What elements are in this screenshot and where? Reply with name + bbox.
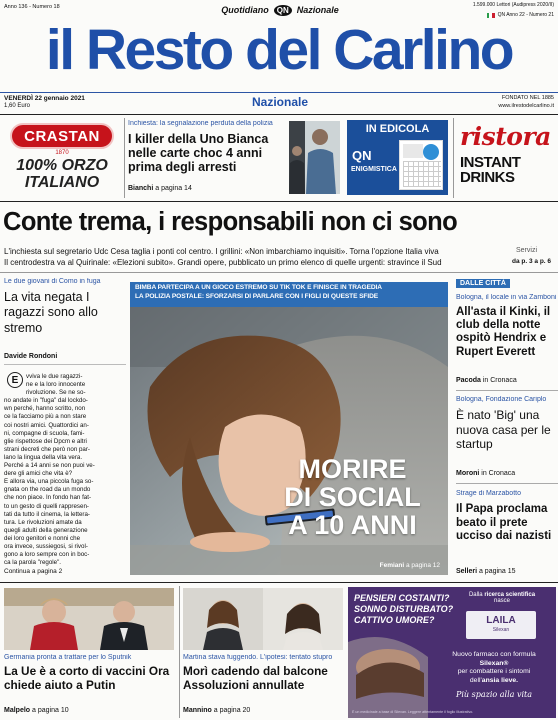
dropcap-letter: E bbox=[11, 374, 19, 386]
crastan-line2: ITALIANO bbox=[24, 174, 100, 191]
supplement-left: Quotidiano bbox=[221, 5, 269, 15]
masthead-rule bbox=[0, 92, 558, 93]
ad-question-1: PENSIERI COSTANTI? bbox=[354, 593, 450, 603]
bottom-left-kicker: Germania pronta a trattare per lo Sputnik bbox=[4, 654, 132, 661]
ad-copy bbox=[432, 651, 556, 685]
enigmistica-sub: ENIGMISTICA bbox=[351, 166, 397, 173]
masthead-bottom-rule bbox=[0, 114, 558, 115]
main-photo[interactable] bbox=[130, 307, 448, 575]
supplement-right: Nazionale bbox=[296, 5, 339, 15]
divider bbox=[453, 118, 454, 198]
founded-label: FONDATO NEL 1885 bbox=[501, 95, 554, 101]
editorial-line: glie rispettose dei Dpcm e altri bbox=[4, 437, 87, 445]
readers-count: 1.599.000 Lettori (Audipress 2020/II) bbox=[472, 2, 554, 8]
editorial-line: quegli adulti della generazione bbox=[4, 526, 88, 534]
merkel-putin-photo bbox=[4, 588, 174, 650]
editorial-line: che non piace. In fondo han fat- bbox=[4, 494, 92, 502]
crastan-logo bbox=[10, 123, 114, 149]
ristora-brand: ristora bbox=[460, 122, 551, 151]
main-headline-line1: MORIRE bbox=[298, 454, 407, 484]
editorial-line: E allora via, una piccola fuga so- bbox=[4, 478, 94, 486]
city-byline-1 bbox=[456, 377, 517, 384]
crastan-line1: 100% ORZO bbox=[16, 157, 108, 174]
editorial-line: tura. Le rivoluzioni amate da bbox=[4, 518, 82, 526]
bottom-left-headline[interactable]: La Ue è a corto di vaccini Ora chiede aiuto a Putin bbox=[4, 664, 170, 692]
lead-summary-line1: L'inchiesta sul segretario Udc Cesa taglia i ponti col centro. I grillini: «Non imbarchiamo inquisiti». Torna l'opzione Italia viva bbox=[4, 247, 439, 256]
editorial-line: rivoluzione. Se ne so- bbox=[26, 389, 86, 397]
credit-page: a pagina 12 bbox=[406, 562, 440, 569]
bottom-middle-byline bbox=[183, 707, 250, 714]
cities-header: DALLE CITTÀ bbox=[456, 279, 510, 288]
city-headline-2[interactable]: È nato 'Big' una nuova casa per le startup bbox=[456, 408, 551, 452]
enigmistica-qn: QN bbox=[352, 148, 372, 163]
editorial-line: dei loro genitori e nonni che bbox=[4, 534, 81, 542]
city-rule-1 bbox=[456, 390, 558, 391]
city-headline-1[interactable]: All'asta il Kinki, il club della notte ospitò Hendrix e Rupert Everett bbox=[456, 306, 551, 358]
ad-line1: Nuovo farmaco con formula bbox=[452, 651, 536, 658]
laila-brand: LAILA bbox=[486, 615, 516, 626]
laila-box bbox=[466, 611, 536, 639]
edition-label: Nazionale bbox=[251, 95, 308, 109]
city-rule-2 bbox=[456, 483, 558, 484]
lead-side-word: Servizi bbox=[516, 247, 538, 254]
editorial-line: ne e la loro innocente bbox=[26, 381, 86, 389]
editorial-line: ce la facciamo più a non stare bbox=[4, 413, 87, 421]
ad-question-2: SONNO DISTURBATO? bbox=[354, 604, 454, 614]
date-line: VENERDÌ 22 gennaio 2021 bbox=[4, 95, 85, 102]
main-headline-line2: DI SOCIAL bbox=[284, 482, 421, 512]
divider bbox=[124, 118, 125, 198]
enigmistica-ad[interactable] bbox=[347, 120, 448, 195]
lead-side-pages: da p. 3 a p. 6 bbox=[512, 258, 552, 265]
enigmistica-cover bbox=[399, 140, 443, 190]
website-link[interactable]: www.ilrestodelcarlino.it bbox=[498, 103, 554, 109]
city-kicker-2: Bologna, Fondazione Cariplo bbox=[456, 396, 547, 403]
editorial-line: ni, compagne di scuola, fami- bbox=[4, 429, 85, 437]
ad-line3: per combattere i sintomi bbox=[457, 668, 531, 675]
ad-line4: dell'ansia lieve. bbox=[469, 676, 519, 684]
ad-script: Più spazio alla vita bbox=[455, 690, 533, 699]
research-bold: ricerca scientifica bbox=[484, 592, 536, 598]
ristora-sub: INSTANT DRINKS bbox=[460, 154, 521, 186]
crastan-ad[interactable] bbox=[4, 119, 120, 195]
banner-line2: LA POLIZIA POSTALE: SFORZARSI DI PARLARE CON I FIGLI DI QUESTE SFIDE bbox=[135, 293, 379, 300]
ad-fineprint: È un medicinale a base di Silexan. Leggere attentamente il foglio illustrativo. bbox=[352, 710, 474, 714]
qn-logo: QN bbox=[274, 5, 292, 16]
editorial-line: ora invece, sussiegosi, si rivol- bbox=[4, 542, 88, 550]
top-section-rule bbox=[0, 201, 558, 202]
laila-sub: Silexan bbox=[492, 627, 510, 633]
price: 1,60 Euro bbox=[4, 103, 31, 109]
editorial-line: dere gli amici che vita è? bbox=[4, 470, 73, 478]
top-story-author: Bianchi bbox=[128, 185, 154, 192]
bottom-middle-author: Mannino bbox=[183, 707, 212, 714]
main-photo-headline bbox=[260, 455, 445, 539]
top-story-byline bbox=[128, 185, 192, 192]
research-suffix: nasce bbox=[493, 598, 510, 604]
ad-research bbox=[448, 592, 556, 604]
editorial-continue[interactable]: Continua a pagina 2 bbox=[4, 568, 63, 575]
lead-summary-line2: Il centrodestra va al Quirinale: «Elezioni subito». Grandi opere, pubblicato un primo elenco di quelle urgenti: stravince il Sud bbox=[4, 258, 442, 267]
main-headline-line3: A 10 ANNI bbox=[288, 510, 417, 540]
city-kicker-3: Strage di Marzabotto bbox=[456, 490, 521, 497]
bottom-left-author: Malpelo bbox=[4, 707, 31, 714]
research-prefix: Dalla bbox=[468, 592, 483, 598]
qn-issue-text: QN Anno 22 - Numero 21 bbox=[497, 12, 554, 18]
editorial-rule bbox=[4, 364, 126, 365]
editorial-line: gono a loro sempre con in boc- bbox=[4, 551, 90, 559]
editorial-line: tati da tutto il cinema, la lettera- bbox=[4, 510, 90, 518]
main-photo-credit bbox=[380, 562, 440, 569]
editorial-line: strani decreti che però non par- bbox=[4, 445, 90, 453]
editorial-line: no andate in "fuga" dal lockdo- bbox=[4, 397, 88, 405]
city-page-1: in Cronaca bbox=[482, 377, 517, 384]
lead-headline[interactable]: Conte trema, i responsabili non ci sono bbox=[3, 208, 458, 236]
issue-number-left: Anno 136 - Numero 18 bbox=[4, 4, 60, 10]
editorial-line: to un gesto di quelli rappresen- bbox=[4, 502, 89, 510]
editorial-line: coi nostri amici. Quattordici an- bbox=[4, 421, 89, 429]
editorial-line: wn perché, hanno scritto, non bbox=[4, 405, 86, 413]
martina-photo bbox=[183, 588, 343, 650]
bottom-middle-headline[interactable]: Morì cadendo dal balcone Assoluzioni annullate bbox=[183, 664, 328, 692]
editorial-line: gnata on the road da un mondo bbox=[4, 486, 91, 494]
city-page-2: in Cronaca bbox=[481, 470, 516, 477]
city-page-3: a pagina 15 bbox=[478, 568, 516, 575]
top-story-photo bbox=[289, 121, 340, 194]
crastan-year: 1870 bbox=[55, 150, 69, 156]
lead-rule bbox=[0, 272, 558, 273]
editorial-line: vviva le due ragazzi- bbox=[26, 373, 83, 380]
bottom-middle-kicker: Martina stava fuggendo. L'ipotesi: tentato stupro bbox=[183, 654, 333, 661]
city-byline-3 bbox=[456, 568, 516, 575]
editorial-line: lano la lingua della vita vera. bbox=[4, 453, 83, 461]
city-author-2: Moroni bbox=[456, 470, 480, 477]
top-story-kicker: Inchiesta: la segnalazione perduta della polizia bbox=[128, 120, 273, 127]
city-author-1: Pacoda bbox=[456, 377, 481, 384]
editorial-line: Perché a 14 anni se non puoi ve- bbox=[4, 462, 95, 470]
banner-line1: BIMBA PARTECIPA A UN GIOCO ESTREMO SU TIK TOK E FINISCE IN TRAGEDIA bbox=[135, 284, 382, 291]
newspaper-title: il Resto del Carlino bbox=[45, 18, 513, 82]
divider bbox=[179, 586, 180, 718]
ristora-ad[interactable] bbox=[456, 120, 556, 195]
editorial-headline[interactable]: La vita negata I ragazzi sono allo stremo bbox=[4, 290, 98, 335]
ad-line2: Silexan® bbox=[479, 659, 509, 667]
editorial-author: Davide Rondoni bbox=[4, 353, 58, 360]
bottom-left-byline bbox=[4, 707, 69, 714]
top-story-page: a pagina 14 bbox=[155, 185, 192, 192]
crastan-brand: CRASTAN bbox=[24, 127, 100, 145]
main-photo-banner bbox=[130, 282, 448, 307]
editorial-body bbox=[4, 373, 126, 567]
editorial-kicker: Le due giovani di Como in fuga bbox=[4, 278, 101, 285]
city-kicker-1: Bologna, il locale in via Zamboni bbox=[456, 294, 557, 301]
bottom-left-page: a pagina 10 bbox=[32, 707, 69, 714]
city-byline-2 bbox=[456, 470, 515, 477]
enigmistica-banner: IN EDICOLA bbox=[365, 123, 430, 135]
city-author-3: Selleri bbox=[456, 568, 478, 575]
bottom-middle-page: a pagina 20 bbox=[213, 707, 251, 714]
ad-question-3: CATTIVO UMORE? bbox=[354, 615, 435, 625]
laila-ad[interactable] bbox=[348, 587, 556, 718]
editorial-line: ca la parola "regole". bbox=[4, 559, 62, 567]
top-story-headline[interactable]: I killer della Uno Bianca nelle carte choc 4 anni prima degli arresti bbox=[128, 132, 269, 174]
bottom-section-rule bbox=[0, 582, 558, 583]
city-headline-3[interactable]: Il Papa proclama beato il prete ucciso dai nazisti bbox=[456, 503, 552, 543]
credit-name: Femiani bbox=[379, 562, 405, 569]
